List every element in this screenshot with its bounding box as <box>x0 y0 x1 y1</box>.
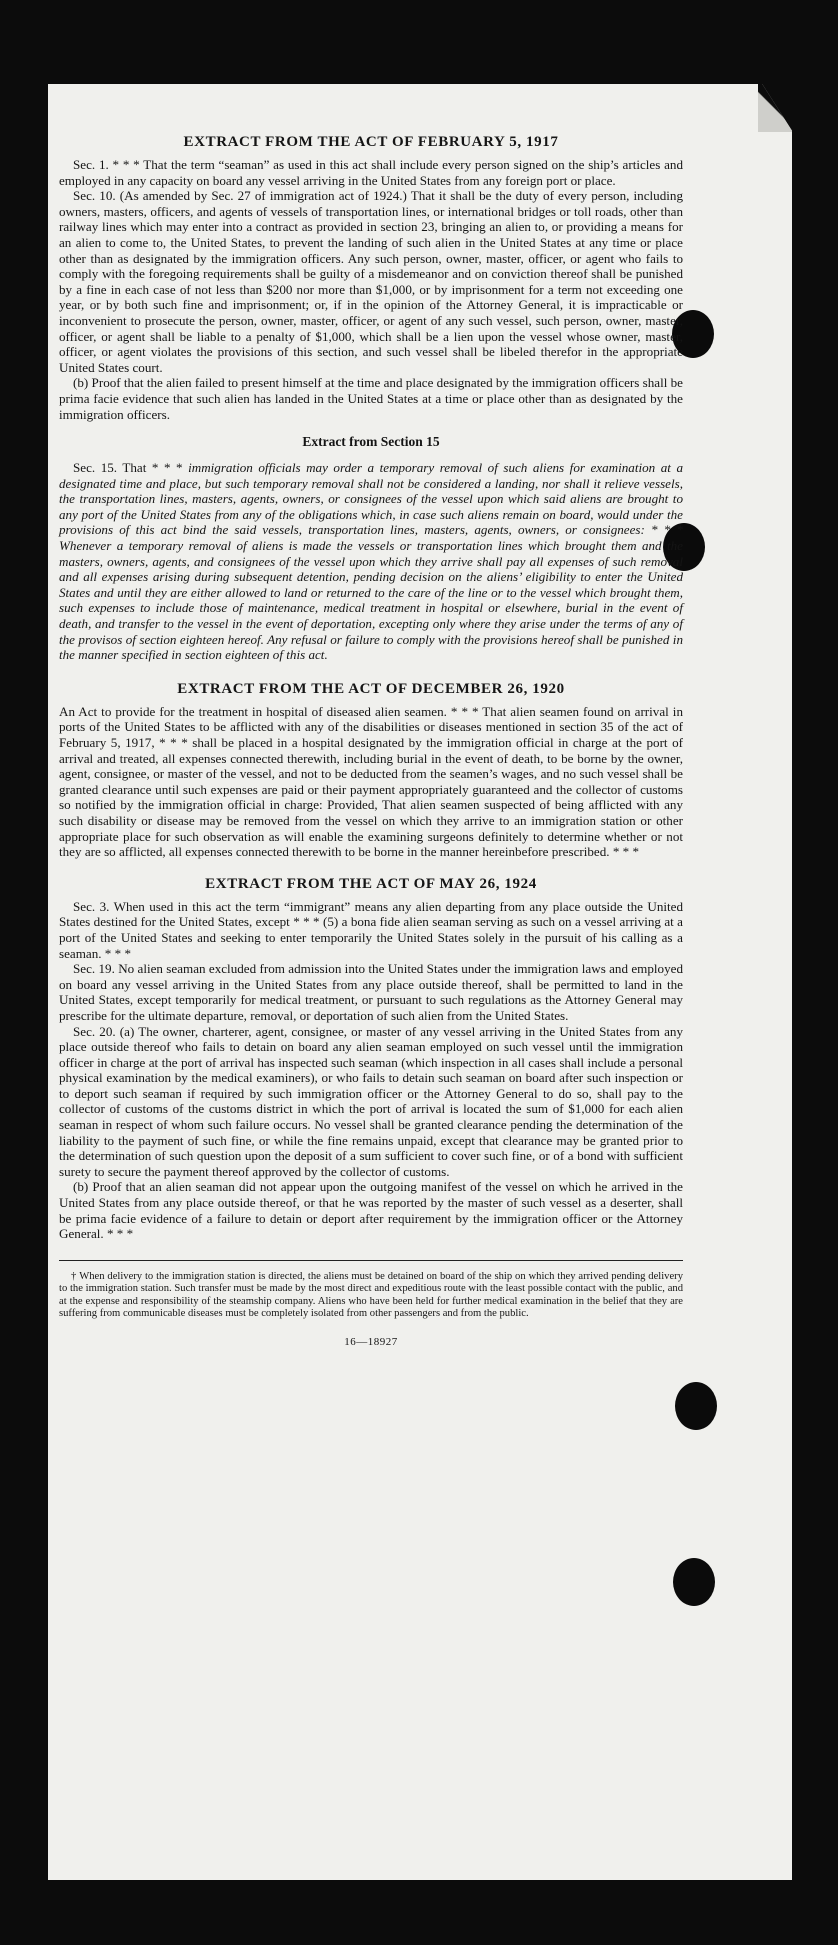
heading-act-1924: EXTRACT FROM THE ACT OF MAY 26, 1924 <box>205 875 537 892</box>
section-15-italic-text: immigration officials may order a temporary removal of such aliens for examination at a designated time and place, but such temporary removal shall not be considered a landing, nor shall it relieve vessels, the transportation lines, masters, agents, owners, or consignees of the vessel upon which said aliens are brought to any port of the United States from any of the obligations which, in case such aliens remain on board, would under the provisions of this act bind the said vessels, transportation lines, masters, agents, owners, or consignees: * * * Whenever a temporary removal of aliens is made the vessels or transportation lines which brought them and the masters, owners, agents, and consignees of the vessel upon which they arrive shall pay all expenses of such removal and all expenses arising during subsequent detention, pending decision on the aliens’ eligibility to enter the United States and until they are either allowed to land or returned to the care of the line or to the vessel which brought them, such expenses to include those of maintenance, medical treatment in hospital or elsewhere, burial in the event of death, and transfer to the vessel in the event of deportation, excepting only where they arise under the terms of any of the provisos of section eighteen hereof. Any refusal or failure to comply with the provisions hereof shall be punished in the manner specified in section eighteen of this act. <box>59 460 683 663</box>
folded-corner <box>758 84 792 132</box>
act-1920-paragraph: An Act to provide for the treatment in hospital of diseased alien seamen. * * * That alien seamen found on arrival in ports of the United States to be afflicted with any of the disabilities or diseases mentioned in section 35 of the act of February 5, 1917, * * * shall be placed in a hospital designated by the immigration official in charge at the port of arrival and treated, all expenses connected therewith, including burial in the event of death, to be borne by the owner, agent, consignee, or master of the vessel, and not to be deducted from the seamen’s wages, and no such vessel shall be granted clearance until such expenses are paid or their payment appropriately guaranteed and the collector of customs so notified by the immigration official in charge: Provided, That alien seamen suspected of being afflicted with any such disability or disease may be removed from the vessel on which they arrive to an immigration station or other appropriate place for such observation as will enable the examining surgeons definitely to determine whether or not they are so afflicted, all expenses connected therewith to be borne in the manner hereinbefore prescribed. * * * <box>59 703 683 860</box>
section-10b-paragraph: (b) Proof that the alien failed to present himself at the time and place designated by the immigration officers shall be prima facie evidence that such alien has landed in the United States at a time or place other than as designated by the immigration officers. <box>59 375 683 422</box>
section-15-lead: Sec. 15. That * * * <box>73 460 189 476</box>
footnote-divider <box>59 1260 683 1261</box>
section-19-paragraph: Sec. 19. No alien seaman excluded from admission into the United States under the immigration laws and employed on board any vessel arriving in the United States from any place outside thereof, shall be permitted to land in the United States, except temporarily for medical treatment, or pursuant to such regulations as the Attorney General may prescribe for the ultimate departure, removal, or deportation of such alien from the United States. <box>59 961 683 1023</box>
punch-hole <box>675 1382 717 1430</box>
form-number: 16—18927 <box>344 1336 398 1349</box>
heading-section-15: Extract from Section 15 <box>302 434 440 450</box>
heading-act-1917: EXTRACT FROM THE ACT OF FEBRUARY 5, 1917 <box>183 134 559 150</box>
footnote: † When delivery to the immigration station is directed, the aliens must be detained on board of the ship on which they arrived pending delivery to the immigration station. Such transfer must be made by the most direct and expeditious route with the least possible contact with the public, and at the expense and responsibility of the steamship company. Aliens who have been held for further medical examination in the belief that they are suffering from communicable diseases must be completely isolated from other passengers and from the public. <box>59 1270 683 1320</box>
section-20b-paragraph: (b) Proof that an alien seaman did not appear upon the outgoing manifest of the vessel on which he arrived in the United States from any place outside thereof, or that he was reported by the master of such vessel as a deserter, shall be prima facie evidence of a failure to detain or deport after requirement by the immigration officer or the Attorney General. * * * <box>59 1179 683 1242</box>
section-15-paragraph <box>59 460 683 663</box>
punch-hole <box>673 1558 715 1606</box>
section-3-paragraph: Sec. 3. When used in this act the term “immigrant” means any alien departing from any place outside the United States destined for the United States, except * * * (5) a bona fide alien seaman serving as such on a vessel arriving at a port of the United States and seeking to enter temporarily the United States solely in the pursuit of his calling as a seaman. * * * <box>59 898 683 961</box>
section-20a-paragraph: Sec. 20. (a) The owner, charterer, agent, consignee, or master of any vessel arriving in the United States from any place outside thereof who fails to detain on board any alien seaman employed on such vessel until the immigration officer in charge at the port of arrival has inspected such seaman (which inspection in all cases shall include a personal physical examination by the medical examiners), or who fails to detain such seaman on board after such inspection or to deport such seaman if required by such immigration officer or the Attorney General to do so, shall pay to the collector of customs of the customs district in which the port of arrival is located the sum of $1,000 for each alien seaman in respect of whom such failure occurs. No vessel shall be granted clearance pending the determination of the liability to the payment of such fine, or while the fine remains unpaid, except that clearance may be granted prior to the determination of such question upon the deposit of a sum sufficient to cover such fine, or of a bond with sufficient surety to secure the payment thereof approved by the collector of customs. <box>59 1023 683 1179</box>
document-content <box>59 130 683 1348</box>
heading-act-1920: EXTRACT FROM THE ACT OF DECEMBER 26, 1920 <box>177 680 565 697</box>
bleed-through-shadow <box>70 114 670 131</box>
section-10-paragraph: Sec. 10. (As amended by Sec. 27 of immigration act of 1924.) That it shall be the duty of every person, including owners, masters, officers, and agents of vessels of transportation lines, or international bridges or toll roads, other than railway lines which may enter into a contract as provided in section 23, bringing an alien to, or providing a means for an alien to come to, the United States, to prevent the landing of such alien in the United States at any time or place other than as designated by the immigration officers. Any such person, owner, master, officer, or agent who fails to comply with the foregoing requirements shall be guilty of a misdemeanor and on conviction thereof shall be punished by a fine in each case of not less than $200 nor more than $1,000, or by imprisonment for a term not exceeding one year, or by both such fine and imprisonment; or, if in the opinion of the Attorney General, it is impracticable or inconvenient to prosecute the person, owner, master, officer, or agent of any such vessel, such person, owner, master, officer, or agent shall be liable to a penalty of $1,000, which shall be a lien upon the vessel whose owner, master, officer, or agent violates the provisions of this section, and such vessel shall be libeled therefor in the appropriate United States court. <box>59 188 683 375</box>
section-1-paragraph: Sec. 1. * * * That the term “seaman” as used in this act shall include every person signed on the ship’s articles and employed in any capacity on board any vessel arriving in the United States from any foreign port or place. <box>59 157 683 188</box>
